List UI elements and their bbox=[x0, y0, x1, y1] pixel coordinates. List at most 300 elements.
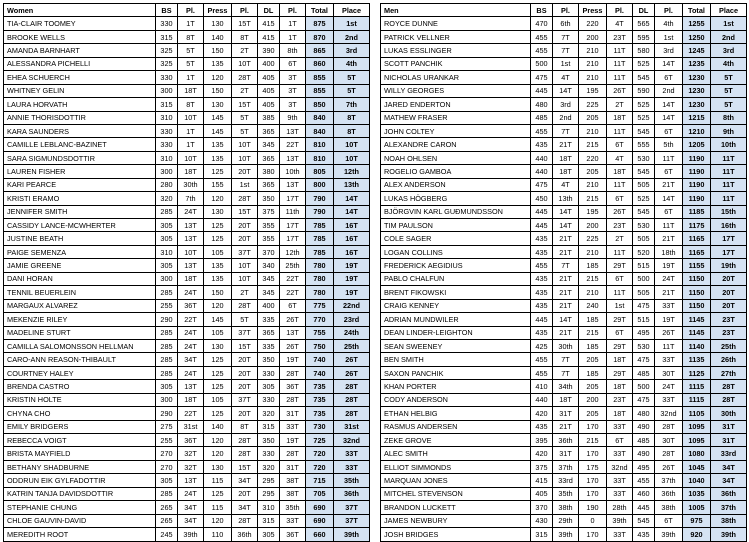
table-row bbox=[381, 326, 747, 339]
athlete-name-cell: CHYNA CHO bbox=[4, 407, 156, 420]
press-cell: 125 bbox=[204, 366, 232, 379]
deadlift-cell: 435 bbox=[633, 528, 655, 541]
deadlift-cell: 415 bbox=[258, 17, 280, 30]
athlete-name-cell: KATRIN TANJA DAVIDSDOTTIR bbox=[4, 487, 156, 500]
overall-place-cell: 37th bbox=[711, 501, 747, 514]
press-place-cell: 29T bbox=[607, 366, 633, 379]
overall-place-cell: 14T bbox=[334, 205, 370, 218]
table-row bbox=[381, 353, 747, 366]
overall-place-cell: 5T bbox=[711, 98, 747, 111]
header-pl: Pl. bbox=[232, 4, 258, 17]
overall-place-cell: 1st bbox=[711, 17, 747, 30]
deadlift-place-cell: 38T bbox=[280, 474, 306, 487]
deadlift-place-cell: 1T bbox=[280, 30, 306, 43]
deadlift-cell: 530 bbox=[633, 339, 655, 352]
back-squat-place-cell: 29th bbox=[553, 514, 579, 527]
table-row bbox=[4, 219, 370, 232]
press-cell: 225 bbox=[579, 232, 607, 245]
back-squat-place-cell: 1T bbox=[178, 17, 204, 30]
athlete-name-cell: LOGAN COLLINS bbox=[381, 245, 531, 258]
total-cell: 1230 bbox=[683, 71, 711, 84]
press-place-cell: 2T bbox=[607, 98, 633, 111]
deadlift-place-cell: 13T bbox=[280, 124, 306, 137]
back-squat-cell: 425 bbox=[531, 339, 553, 352]
back-squat-place-cell: 37th bbox=[553, 460, 579, 473]
press-cell: 215 bbox=[579, 272, 607, 285]
overall-place-cell: 34T bbox=[711, 474, 747, 487]
back-squat-place-cell: 34T bbox=[178, 501, 204, 514]
overall-place-cell: 28T bbox=[334, 407, 370, 420]
press-place-cell: 29T bbox=[607, 313, 633, 326]
total-cell: 1165 bbox=[683, 245, 711, 258]
back-squat-cell: 435 bbox=[531, 299, 553, 312]
overall-place-cell: 33rd bbox=[711, 447, 747, 460]
deadlift-cell: 370 bbox=[258, 245, 280, 258]
header-pl: Pl. bbox=[178, 4, 204, 17]
table-row bbox=[381, 434, 747, 447]
overall-place-cell: 28T bbox=[334, 393, 370, 406]
back-squat-cell: 315 bbox=[156, 30, 178, 43]
overall-place-cell: 23T bbox=[711, 313, 747, 326]
total-cell: 975 bbox=[683, 514, 711, 527]
athlete-name-cell: DEAN LINDER-LEIGHTON bbox=[381, 326, 531, 339]
overall-place-cell: 33T bbox=[334, 460, 370, 473]
press-cell: 135 bbox=[204, 151, 232, 164]
press-place-cell: 32nd bbox=[607, 460, 633, 473]
athlete-name-cell: PATRICK VELLNER bbox=[381, 30, 531, 43]
press-place-cell: 2T bbox=[232, 44, 258, 57]
deadlift-place-cell: 25th bbox=[280, 259, 306, 272]
deadlift-cell: 350 bbox=[258, 434, 280, 447]
overall-place-cell: 13th bbox=[334, 178, 370, 191]
deadlift-place-cell: 35th bbox=[280, 501, 306, 514]
deadlift-cell: 500 bbox=[633, 272, 655, 285]
deadlift-cell: 330 bbox=[258, 447, 280, 460]
overall-place-cell: 31T bbox=[711, 420, 747, 433]
press-cell: 210 bbox=[579, 124, 607, 137]
press-cell: 185 bbox=[579, 313, 607, 326]
deadlift-cell: 345 bbox=[258, 138, 280, 151]
back-squat-place-cell: 35th bbox=[553, 487, 579, 500]
back-squat-cell: 305 bbox=[156, 232, 178, 245]
deadlift-cell: 475 bbox=[633, 393, 655, 406]
deadlift-cell: 305 bbox=[258, 528, 280, 541]
total-cell: 1205 bbox=[683, 138, 711, 151]
overall-place-cell: 11T bbox=[711, 165, 747, 178]
press-place-cell: 10T bbox=[232, 259, 258, 272]
back-squat-place-cell: 13T bbox=[178, 232, 204, 245]
back-squat-cell: 325 bbox=[156, 44, 178, 57]
athlete-name-cell: JAMIE GREENE bbox=[4, 259, 156, 272]
press-cell: 150 bbox=[204, 44, 232, 57]
overall-place-cell: 8T bbox=[334, 111, 370, 124]
athlete-name-cell: PAIGE SEMENZA bbox=[4, 245, 156, 258]
women-results-table bbox=[3, 3, 370, 542]
total-cell: 1005 bbox=[683, 501, 711, 514]
back-squat-cell: 320 bbox=[156, 192, 178, 205]
deadlift-cell: 595 bbox=[633, 30, 655, 43]
press-place-cell: 28T bbox=[232, 299, 258, 312]
back-squat-place-cell: 13T bbox=[178, 259, 204, 272]
back-squat-place-cell: 21T bbox=[553, 299, 579, 312]
back-squat-place-cell: 5T bbox=[178, 57, 204, 70]
total-cell: 865 bbox=[306, 44, 334, 57]
table-row bbox=[4, 111, 370, 124]
total-cell: 735 bbox=[306, 393, 334, 406]
back-squat-place-cell: 18T bbox=[178, 272, 204, 285]
press-place-cell: 15T bbox=[232, 205, 258, 218]
back-squat-cell: 255 bbox=[156, 434, 178, 447]
total-cell: 1095 bbox=[683, 434, 711, 447]
press-place-cell: 6T bbox=[607, 434, 633, 447]
athlete-name-cell: MADELINE STURT bbox=[4, 326, 156, 339]
overall-place-cell: 16T bbox=[334, 219, 370, 232]
press-cell: 210 bbox=[579, 57, 607, 70]
back-squat-place-cell: 39th bbox=[553, 528, 579, 541]
back-squat-cell: 440 bbox=[531, 393, 553, 406]
deadlift-place-cell: 19T bbox=[280, 434, 306, 447]
athlete-name-cell: ALEXANDRE CARON bbox=[381, 138, 531, 151]
overall-place-cell: 20T bbox=[711, 272, 747, 285]
total-cell: 1175 bbox=[683, 219, 711, 232]
deadlift-place-cell: 28T bbox=[280, 393, 306, 406]
deadlift-place-cell: 6T bbox=[280, 299, 306, 312]
back-squat-place-cell: 13th bbox=[553, 192, 579, 205]
deadlift-place-cell: 21T bbox=[655, 232, 683, 245]
overall-place-cell: 5T bbox=[334, 84, 370, 97]
table-row bbox=[4, 313, 370, 326]
table-row bbox=[4, 232, 370, 245]
back-squat-place-cell: 13T bbox=[178, 474, 204, 487]
table-row bbox=[4, 71, 370, 84]
total-cell: 780 bbox=[306, 286, 334, 299]
table-row bbox=[4, 151, 370, 164]
athlete-name-cell: JUSTINE BEATH bbox=[4, 232, 156, 245]
table-row bbox=[381, 178, 747, 191]
table-row bbox=[4, 326, 370, 339]
deadlift-cell: 545 bbox=[633, 205, 655, 218]
deadlift-cell: 485 bbox=[633, 434, 655, 447]
deadlift-place-cell: 24T bbox=[655, 272, 683, 285]
back-squat-place-cell: 18T bbox=[178, 165, 204, 178]
athlete-name-cell: CODY ANDERSON bbox=[381, 393, 531, 406]
athlete-name-cell: TIM PAULSON bbox=[381, 219, 531, 232]
table-row bbox=[381, 366, 747, 379]
press-cell: 200 bbox=[579, 30, 607, 43]
total-cell: 660 bbox=[306, 528, 334, 541]
back-squat-cell: 455 bbox=[531, 259, 553, 272]
total-cell: 1145 bbox=[683, 313, 711, 326]
press-cell: 130 bbox=[204, 205, 232, 218]
deadlift-place-cell: 22T bbox=[280, 272, 306, 285]
total-cell: 785 bbox=[306, 232, 334, 245]
back-squat-place-cell: 32T bbox=[178, 447, 204, 460]
table-row bbox=[381, 420, 747, 433]
back-squat-cell: 300 bbox=[156, 393, 178, 406]
total-cell: 1155 bbox=[683, 259, 711, 272]
overall-place-cell: 38th bbox=[711, 514, 747, 527]
press-cell: 240 bbox=[579, 299, 607, 312]
total-cell: 1145 bbox=[683, 326, 711, 339]
athlete-name-cell: NOAH OHLSEN bbox=[381, 151, 531, 164]
total-cell: 1035 bbox=[683, 487, 711, 500]
back-squat-place-cell: 8T bbox=[178, 98, 204, 111]
deadlift-place-cell: 6T bbox=[280, 57, 306, 70]
overall-place-cell: 2nd bbox=[711, 30, 747, 43]
overall-place-cell: 19T bbox=[334, 259, 370, 272]
deadlift-cell: 390 bbox=[258, 44, 280, 57]
header-row bbox=[381, 4, 747, 17]
total-cell: 1245 bbox=[683, 44, 711, 57]
deadlift-cell: 525 bbox=[633, 98, 655, 111]
back-squat-cell: 445 bbox=[531, 205, 553, 218]
press-place-cell: 26T bbox=[607, 205, 633, 218]
overall-place-cell: 25th bbox=[334, 339, 370, 352]
athlete-name-cell: JOHN COLTEY bbox=[381, 124, 531, 137]
press-cell: 0 bbox=[579, 514, 607, 527]
press-cell: 115 bbox=[204, 474, 232, 487]
deadlift-cell: 345 bbox=[258, 286, 280, 299]
table-row bbox=[4, 272, 370, 285]
men-table-header bbox=[381, 4, 747, 17]
athlete-name-cell: LAURA HORVATH bbox=[4, 98, 156, 111]
table-row bbox=[381, 339, 747, 352]
back-squat-cell: 285 bbox=[156, 487, 178, 500]
total-cell: 1185 bbox=[683, 205, 711, 218]
deadlift-place-cell: 39th bbox=[655, 528, 683, 541]
total-cell: 870 bbox=[306, 30, 334, 43]
table-row bbox=[4, 84, 370, 97]
back-squat-cell: 455 bbox=[531, 30, 553, 43]
athlete-name-cell: ALEX ANDERSON bbox=[381, 178, 531, 191]
athlete-name-cell: FREDERICK AEGIDIUS bbox=[381, 259, 531, 272]
athlete-name-cell: MATHEW FRASER bbox=[381, 111, 531, 124]
overall-place-cell: 17T bbox=[711, 232, 747, 245]
header-pl: Pl. bbox=[553, 4, 579, 17]
athlete-name-cell: BEN SMITH bbox=[381, 353, 531, 366]
deadlift-cell: 320 bbox=[258, 460, 280, 473]
press-place-cell: 8T bbox=[232, 420, 258, 433]
overall-place-cell: 28T bbox=[711, 380, 747, 393]
header-total: Total bbox=[683, 4, 711, 17]
back-squat-cell: 440 bbox=[531, 151, 553, 164]
total-cell: 720 bbox=[306, 460, 334, 473]
press-place-cell: 34T bbox=[232, 474, 258, 487]
overall-place-cell: 31st bbox=[334, 420, 370, 433]
deadlift-cell: 505 bbox=[633, 178, 655, 191]
total-cell: 715 bbox=[306, 474, 334, 487]
overall-place-cell: 7th bbox=[334, 98, 370, 111]
press-place-cell: 23T bbox=[607, 219, 633, 232]
back-squat-place-cell: 21T bbox=[553, 420, 579, 433]
overall-place-cell: 3rd bbox=[711, 44, 747, 57]
deadlift-place-cell: 21T bbox=[655, 178, 683, 191]
back-squat-cell: 435 bbox=[531, 138, 553, 151]
press-place-cell: 6T bbox=[607, 272, 633, 285]
table-row bbox=[4, 138, 370, 151]
overall-place-cell: 5T bbox=[711, 84, 747, 97]
press-place-cell: 18T bbox=[607, 407, 633, 420]
press-cell: 145 bbox=[204, 313, 232, 326]
overall-place-cell: 36th bbox=[711, 487, 747, 500]
back-squat-place-cell: 14T bbox=[553, 313, 579, 326]
total-cell: 1230 bbox=[683, 98, 711, 111]
total-cell: 1150 bbox=[683, 286, 711, 299]
press-place-cell: 23T bbox=[607, 393, 633, 406]
athlete-name-cell: ZEKE GROVE bbox=[381, 434, 531, 447]
back-squat-place-cell: 36th bbox=[553, 434, 579, 447]
press-place-cell: 20T bbox=[232, 353, 258, 366]
press-cell: 150 bbox=[204, 286, 232, 299]
deadlift-place-cell: 3rd bbox=[655, 44, 683, 57]
overall-place-cell: 26T bbox=[334, 353, 370, 366]
press-cell: 150 bbox=[204, 84, 232, 97]
back-squat-place-cell: 32T bbox=[178, 460, 204, 473]
press-place-cell: 15T bbox=[232, 339, 258, 352]
deadlift-place-cell: 11T bbox=[655, 339, 683, 352]
athlete-name-cell: BETHANY SHADBURNE bbox=[4, 460, 156, 473]
total-cell: 690 bbox=[306, 514, 334, 527]
athlete-name-cell: CARO-ANN REASON-THIBAULT bbox=[4, 353, 156, 366]
deadlift-cell: 580 bbox=[633, 44, 655, 57]
back-squat-cell: 450 bbox=[531, 192, 553, 205]
back-squat-place-cell: 7T bbox=[553, 44, 579, 57]
back-squat-cell: 420 bbox=[531, 447, 553, 460]
back-squat-place-cell: 8T bbox=[178, 30, 204, 43]
deadlift-cell: 385 bbox=[258, 111, 280, 124]
athlete-name-cell: SARA SIGMUNDSDOTTIR bbox=[4, 151, 156, 164]
press-place-cell: 15T bbox=[232, 98, 258, 111]
back-squat-cell: 435 bbox=[531, 326, 553, 339]
press-cell: 210 bbox=[579, 178, 607, 191]
overall-place-cell: 15th bbox=[711, 205, 747, 218]
deadlift-place-cell: 14T bbox=[655, 111, 683, 124]
header-place: Place bbox=[334, 4, 370, 17]
back-squat-cell: 445 bbox=[531, 313, 553, 326]
back-squat-place-cell: 18T bbox=[553, 151, 579, 164]
table-row bbox=[4, 17, 370, 30]
athlete-name-cell: EMILY BRIDGERS bbox=[4, 420, 156, 433]
table-row bbox=[4, 98, 370, 111]
athlete-name-cell: ROGELIO GAMBOA bbox=[381, 165, 531, 178]
overall-place-cell: 37T bbox=[334, 501, 370, 514]
total-cell: 725 bbox=[306, 434, 334, 447]
back-squat-cell: 500 bbox=[531, 57, 553, 70]
back-squat-place-cell: 21T bbox=[553, 245, 579, 258]
deadlift-cell: 405 bbox=[258, 98, 280, 111]
total-cell: 735 bbox=[306, 407, 334, 420]
back-squat-place-cell: 22T bbox=[178, 407, 204, 420]
press-place-cell: 23T bbox=[607, 30, 633, 43]
deadlift-place-cell: 33T bbox=[655, 299, 683, 312]
total-cell: 1190 bbox=[683, 151, 711, 164]
athlete-name-cell: MARQUAN JONES bbox=[381, 474, 531, 487]
athlete-name-cell: COLE SAGER bbox=[381, 232, 531, 245]
deadlift-place-cell: 13T bbox=[280, 178, 306, 191]
press-cell: 205 bbox=[579, 353, 607, 366]
press-place-cell: 20T bbox=[232, 366, 258, 379]
press-place-cell: 11T bbox=[607, 57, 633, 70]
athlete-name-cell: LUKAS HÖGBERG bbox=[381, 192, 531, 205]
table-row bbox=[4, 460, 370, 473]
total-cell: 1115 bbox=[683, 393, 711, 406]
deadlift-place-cell: 3T bbox=[280, 84, 306, 97]
total-cell: 755 bbox=[306, 326, 334, 339]
deadlift-place-cell: 18th bbox=[655, 245, 683, 258]
deadlift-place-cell: 10th bbox=[280, 165, 306, 178]
deadlift-cell: 355 bbox=[258, 219, 280, 232]
deadlift-place-cell: 6T bbox=[655, 205, 683, 218]
total-cell: 850 bbox=[306, 98, 334, 111]
press-place-cell: 1st bbox=[232, 178, 258, 191]
press-cell: 215 bbox=[579, 192, 607, 205]
total-cell: 1190 bbox=[683, 165, 711, 178]
athlete-name-cell: LAUREN FISHER bbox=[4, 165, 156, 178]
press-place-cell: 5T bbox=[232, 124, 258, 137]
back-squat-place-cell: 24T bbox=[178, 286, 204, 299]
overall-place-cell: 25th bbox=[711, 339, 747, 352]
total-cell: 920 bbox=[683, 528, 711, 541]
press-place-cell: 6T bbox=[607, 326, 633, 339]
deadlift-place-cell: 3T bbox=[280, 98, 306, 111]
athlete-name-cell: CASSIDY LANCE-MCWHERTER bbox=[4, 219, 156, 232]
athlete-name-cell: ROYCE DUNNE bbox=[381, 17, 531, 30]
back-squat-cell: 300 bbox=[156, 84, 178, 97]
deadlift-cell: 555 bbox=[633, 138, 655, 151]
header-women: Women bbox=[4, 4, 156, 17]
press-cell: 135 bbox=[204, 138, 232, 151]
table-row bbox=[381, 205, 747, 218]
women-table-body bbox=[4, 17, 370, 541]
deadlift-place-cell: 17T bbox=[280, 192, 306, 205]
back-squat-cell: 410 bbox=[531, 380, 553, 393]
total-cell: 1230 bbox=[683, 84, 711, 97]
deadlift-cell: 310 bbox=[258, 501, 280, 514]
overall-place-cell: 24th bbox=[334, 326, 370, 339]
back-squat-cell: 300 bbox=[156, 165, 178, 178]
deadlift-cell: 405 bbox=[258, 71, 280, 84]
total-cell: 1045 bbox=[683, 460, 711, 473]
athlete-name-cell: TIA-CLAIR TOOMEY bbox=[4, 17, 156, 30]
back-squat-cell: 265 bbox=[156, 501, 178, 514]
athlete-name-cell: CRAIG KENNEY bbox=[381, 299, 531, 312]
overall-place-cell: 35th bbox=[334, 474, 370, 487]
table-row bbox=[381, 71, 747, 84]
table-row bbox=[4, 353, 370, 366]
back-squat-place-cell: 18T bbox=[553, 393, 579, 406]
total-cell: 770 bbox=[306, 313, 334, 326]
athlete-name-cell: COURTNEY HALEY bbox=[4, 366, 156, 379]
press-cell: 175 bbox=[579, 460, 607, 473]
athlete-name-cell: ANNIE THORISDOTTIR bbox=[4, 111, 156, 124]
deadlift-cell: 295 bbox=[258, 487, 280, 500]
press-place-cell: 34T bbox=[232, 501, 258, 514]
back-squat-place-cell: 21T bbox=[553, 272, 579, 285]
overall-place-cell: 5T bbox=[334, 71, 370, 84]
table-row bbox=[381, 313, 747, 326]
press-cell: 220 bbox=[579, 17, 607, 30]
deadlift-cell: 545 bbox=[633, 124, 655, 137]
table-row bbox=[4, 259, 370, 272]
deadlift-cell: 475 bbox=[633, 299, 655, 312]
back-squat-cell: 265 bbox=[156, 514, 178, 527]
press-place-cell: 29T bbox=[607, 339, 633, 352]
overall-place-cell: 19T bbox=[334, 286, 370, 299]
athlete-name-cell: PABLO CHALFUN bbox=[381, 272, 531, 285]
press-place-cell: 20T bbox=[232, 232, 258, 245]
back-squat-place-cell: 24T bbox=[178, 339, 204, 352]
press-place-cell: 26T bbox=[607, 84, 633, 97]
